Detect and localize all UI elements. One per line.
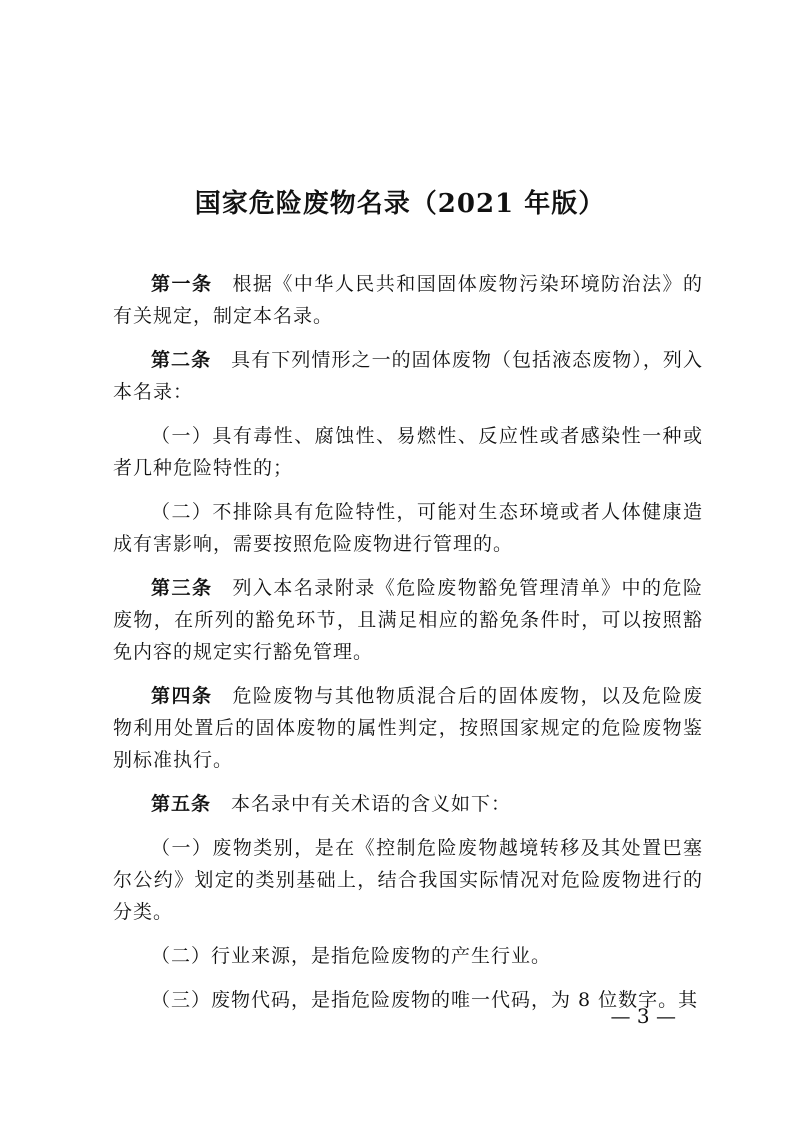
page-number: — 3 — <box>610 1004 676 1028</box>
paragraph-text: 根据《中华人民共和国固体废物污染环境防治法》的有关规定，制定本名录。 <box>113 273 703 327</box>
article-label: 第一条 <box>151 273 213 295</box>
paragraph <box>113 680 703 776</box>
document-body <box>113 268 703 1028</box>
paragraph-text: （一）废物类别，是在《控制危险废物越境转移及其处置巴塞尔公约》划定的类别基础上，结合我国实际情况对危险废物进行的分类。 <box>113 837 703 923</box>
paragraph <box>113 788 703 820</box>
paragraph <box>113 420 703 484</box>
article-label: 第三条 <box>151 577 213 599</box>
paragraph-text: （一）具有毒性、腐蚀性、易燃性、反应性或者感染性一种或者几种危险特性的； <box>113 425 703 479</box>
paragraph-text: （二）不排除具有危险特性，可能对生态环境或者人体健康造成有害影响，需要按照危险废物进行管理的。 <box>113 501 703 555</box>
document-title: 国家危险废物名录（2021 年版） <box>194 189 606 219</box>
paragraph <box>113 268 703 332</box>
paragraph <box>113 496 703 560</box>
article-label: 第五条 <box>151 793 212 815</box>
paragraph <box>113 572 703 668</box>
paragraph-text: 危险废物与其他物质混合后的固体废物，以及危险废物利用处置后的固体废物的属性判定，按照国家规定的危险废物鉴别标准执行。 <box>113 685 703 771</box>
article-label: 第二条 <box>151 349 212 371</box>
paragraph-text: （三）废物代码，是指危险废物的唯一代码，为 8 位数字。其 <box>151 989 699 1011</box>
paragraph-text: 具有下列情形之一的固体废物（包括液态废物），列入本名录： <box>113 349 703 403</box>
paragraph-text: （二）行业来源，是指危险废物的产生行业。 <box>151 945 552 967</box>
paragraph <box>113 940 703 972</box>
paragraph <box>113 344 703 408</box>
article-label: 第四条 <box>151 685 213 707</box>
paragraph-text: 列入本名录附录《危险废物豁免管理清单》中的危险废物，在所列的豁免环节，且满足相应的豁免条件时，可以按照豁免内容的规定实行豁免管理。 <box>113 577 703 663</box>
paragraph-text: 本名录中有关术语的含义如下： <box>231 793 512 815</box>
paragraph <box>113 832 703 928</box>
